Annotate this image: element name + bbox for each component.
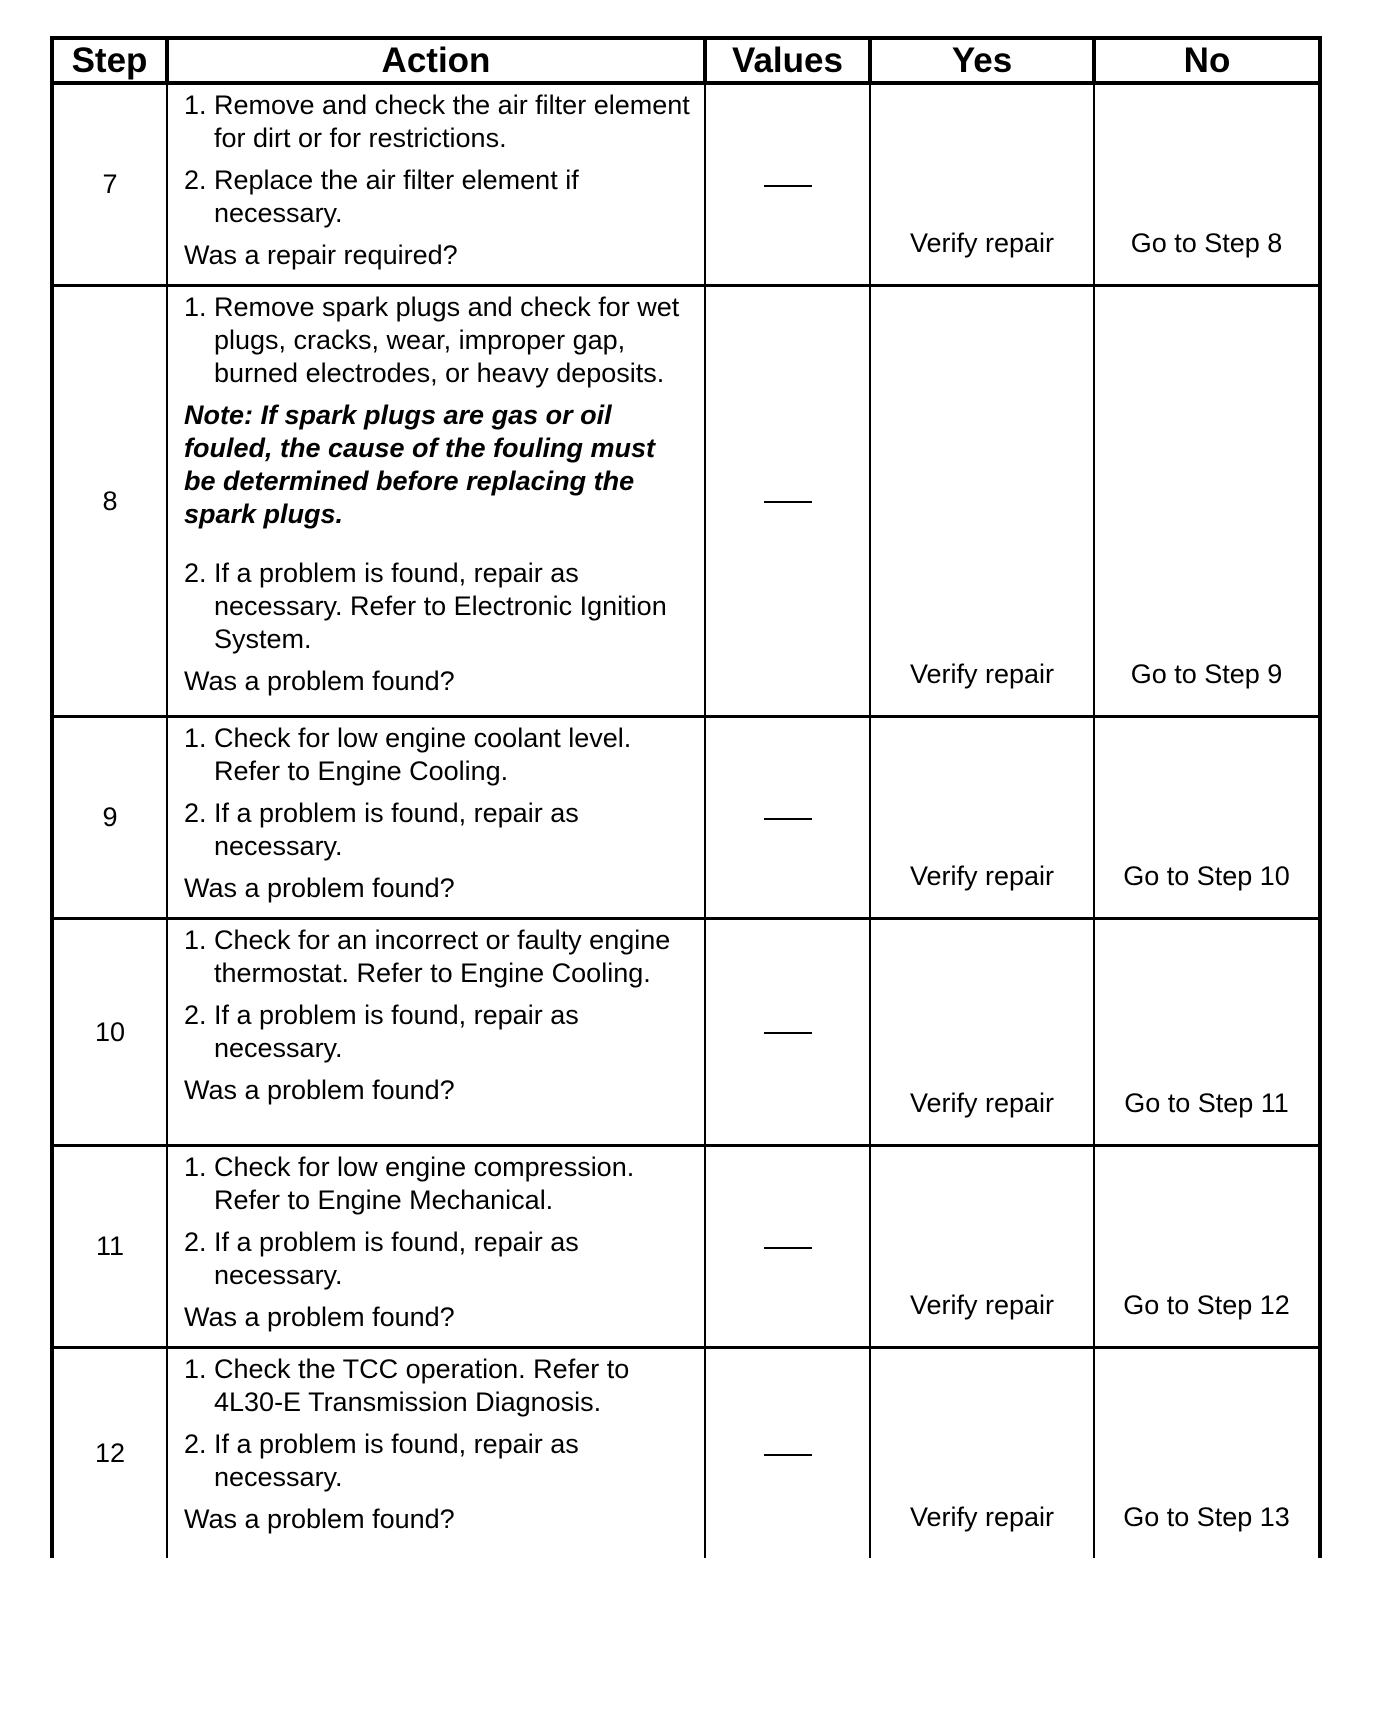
diagnostic-table — [50, 36, 1322, 1558]
no-outcome: Go to Step 10 — [1094, 717, 1320, 919]
step-number: 10 — [52, 919, 167, 1146]
action-cell — [167, 83, 705, 286]
action-item: 1. Remove spark plugs and check for wet plugs, cracks, wear, improper gap, burned electrodes, or heavy deposits. — [184, 292, 680, 388]
note-text: Note: If spark plugs are gas or oil fouled, the cause of the fouling must be determined before replacing the spark plugs. — [184, 400, 656, 529]
action-item: 2. If a problem is found, repair as necessary. — [184, 1000, 579, 1063]
no-outcome: Go to Step 8 — [1094, 83, 1320, 286]
dash-value — [764, 1454, 812, 1456]
action-cell — [167, 1348, 705, 1558]
action-question: Was a problem found? — [184, 1504, 455, 1534]
step-number: 8 — [52, 286, 167, 717]
values-cell — [705, 717, 870, 919]
step-number: 12 — [52, 1348, 167, 1558]
action-item: 2. Replace the air filter element if necessary. — [184, 165, 579, 228]
action-item: 1. Check for low engine compression. Refer to Engine Mechanical. — [184, 1152, 635, 1215]
dash-value — [764, 185, 812, 187]
dash-value — [764, 818, 812, 820]
step-number: 11 — [52, 1146, 167, 1348]
yes-outcome: Verify repair — [870, 919, 1094, 1146]
values-cell — [705, 83, 870, 286]
values-cell — [705, 1348, 870, 1558]
no-outcome: Go to Step 13 — [1094, 1348, 1320, 1558]
header-values: Values — [705, 38, 870, 83]
action-question: Was a repair required? — [184, 240, 458, 270]
table-row — [52, 717, 1320, 919]
header-yes: Yes — [870, 38, 1094, 83]
action-question: Was a problem found? — [184, 666, 455, 696]
dash-value — [764, 501, 812, 503]
no-outcome: Go to Step 11 — [1094, 919, 1320, 1146]
yes-outcome: Verify repair — [870, 83, 1094, 286]
action-cell — [167, 717, 705, 919]
action-item: 1. Check for low engine coolant level. Refer to Engine Cooling. — [184, 723, 632, 786]
action-item: 2. If a problem is found, repair as necessary. Refer to Electronic Ignition System. — [184, 558, 667, 654]
no-outcome: Go to Step 9 — [1094, 286, 1320, 717]
dash-value — [764, 1032, 812, 1034]
yes-outcome: Verify repair — [870, 717, 1094, 919]
action-item: 1. Remove and check the air filter element for dirt or for restrictions. — [184, 90, 690, 153]
table-row — [52, 1146, 1320, 1348]
table-row — [52, 286, 1320, 717]
yes-outcome: Verify repair — [870, 286, 1094, 717]
action-item: 2. If a problem is found, repair as necessary. — [184, 798, 579, 861]
action-item: 2. If a problem is found, repair as necessary. — [184, 1429, 579, 1492]
table-row — [52, 919, 1320, 1146]
yes-outcome: Verify repair — [870, 1348, 1094, 1558]
values-cell — [705, 1146, 870, 1348]
action-question: Was a problem found? — [184, 1075, 455, 1105]
values-cell — [705, 919, 870, 1146]
step-number: 7 — [52, 83, 167, 286]
action-cell — [167, 919, 705, 1146]
yes-outcome: Verify repair — [870, 1146, 1094, 1348]
step-number: 9 — [52, 717, 167, 919]
values-cell — [705, 286, 870, 717]
header-no: No — [1094, 38, 1320, 83]
header-step: Step — [52, 38, 167, 83]
table-row — [52, 83, 1320, 286]
action-item: 1. Check for an incorrect or faulty engine thermostat. Refer to Engine Cooling. — [184, 925, 671, 988]
action-cell — [167, 286, 705, 717]
dash-value — [764, 1247, 812, 1249]
no-outcome: Go to Step 12 — [1094, 1146, 1320, 1348]
action-item: 2. If a problem is found, repair as necessary. — [184, 1227, 579, 1290]
action-question: Was a problem found? — [184, 873, 455, 903]
header-action: Action — [167, 38, 705, 83]
table-row — [52, 1348, 1320, 1558]
action-question: Was a problem found? — [184, 1302, 455, 1332]
action-item: 1. Check the TCC operation. Refer to 4L30-E Transmission Diagnosis. — [184, 1354, 630, 1417]
action-cell — [167, 1146, 705, 1348]
header-row — [52, 38, 1320, 83]
